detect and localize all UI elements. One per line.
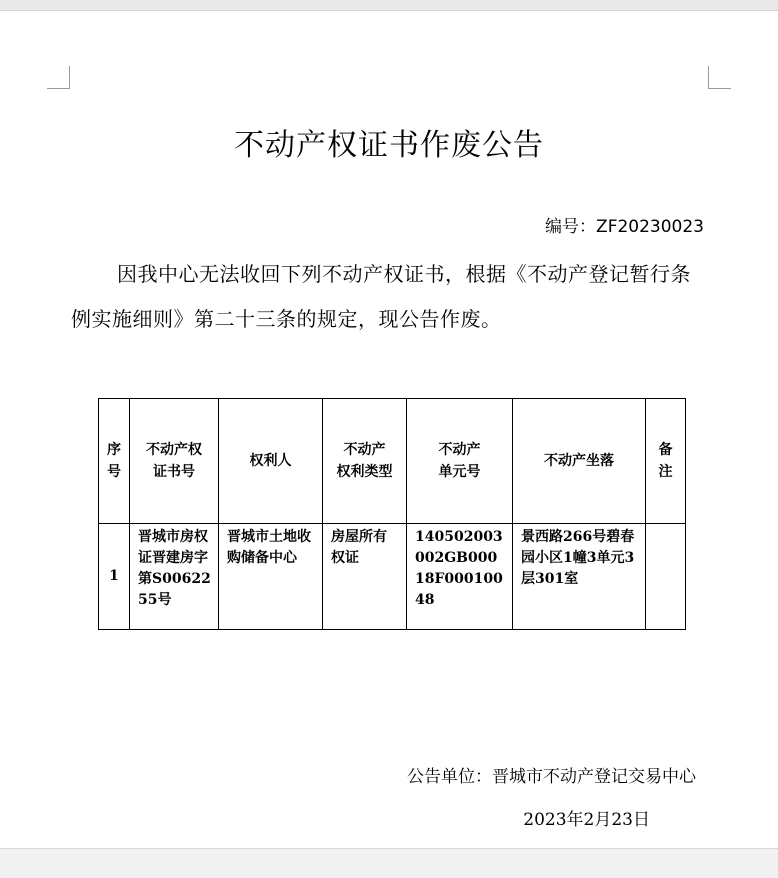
document-title: 不动产权证书作废公告	[234, 128, 544, 163]
header-location-line-1: 不动产坐落	[544, 453, 614, 469]
header-seq	[99, 399, 130, 524]
certificate-table	[98, 398, 686, 630]
document-number: 编号：ZF20230023	[545, 217, 704, 237]
header-unit-no	[407, 399, 513, 524]
header-right-type	[323, 399, 407, 524]
cell-cert-no: 晋城市房权证晋建房字第S0062255号	[130, 524, 219, 630]
cell-location: 景西路266号碧春园小区1幢3单元3层301室	[513, 524, 646, 630]
header-location	[513, 399, 646, 524]
cell-holder: 晋城市土地收购储备中心	[219, 524, 323, 630]
header-remark-line-1: 备	[658, 442, 673, 458]
cell-right-type: 房屋所有权证	[323, 524, 407, 630]
issue-date: 2023年2月23日	[523, 810, 650, 830]
header-cert-no-line-1: 不动产权	[146, 442, 202, 458]
header-holder-line-1: 权利人	[249, 453, 292, 469]
header-remark-line-2: 注	[658, 464, 673, 480]
header-right-type-line-2: 权利类型	[336, 464, 393, 480]
page-gap	[0, 848, 778, 878]
crop-mark-top-left	[47, 66, 70, 89]
cell-seq: 1	[99, 524, 130, 630]
header-unit-no-line-1: 不动产	[438, 442, 481, 458]
announcement-body: 因我中心无法收回下列不动产权证书，根据《不动产登记暂行条例实施细则》第二十三条的规定，现公告作废。	[71, 262, 691, 331]
header-cert-no	[130, 399, 219, 524]
cell-unit-no: 140502003002GB00018F00010048	[407, 524, 513, 630]
header-remark	[646, 399, 686, 524]
table-row	[99, 524, 686, 630]
header-seq-line-2: 号	[107, 464, 121, 480]
header-right-type-line-1: 不动产	[343, 442, 386, 458]
crop-mark-top-right	[708, 66, 731, 89]
header-cert-no-line-2: 证书号	[153, 464, 195, 480]
issuing-unit: 公告单位：晋城市不动产登记交易中心	[407, 767, 696, 787]
header-seq-line-1: 序	[107, 442, 121, 458]
header-unit-no-line-2: 单元号	[438, 464, 481, 480]
cell-remark	[646, 524, 686, 630]
table-header-row	[99, 399, 686, 524]
header-holder	[219, 399, 323, 524]
